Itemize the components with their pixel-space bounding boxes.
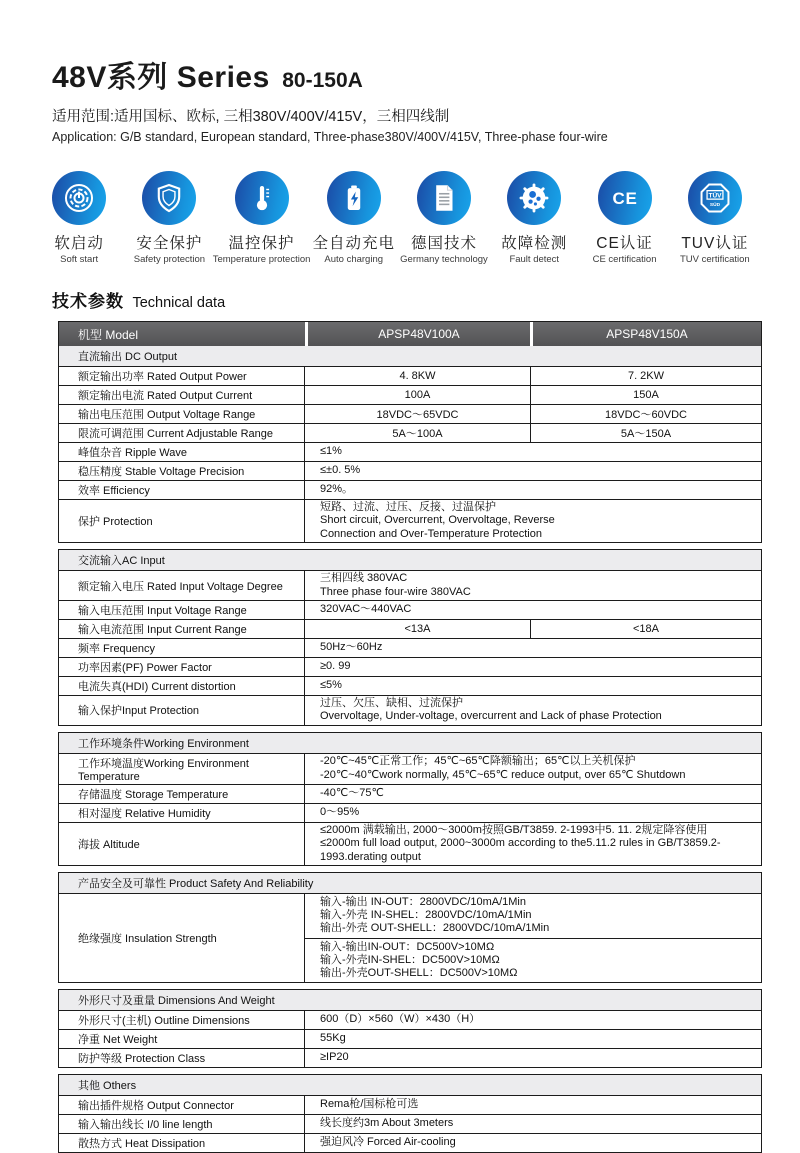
table-row [59, 1095, 761, 1114]
application-subtitle-cn: 适用范围:适用国标、欧标, 三相380V/400V/415V，三相四线制 [52, 109, 450, 125]
feature-temperature [212, 171, 311, 265]
spec-label: 输出电压范围 Output Voltage Range [59, 405, 305, 423]
model-header-label: 机型 Model [59, 322, 305, 346]
feature-safety [124, 171, 214, 265]
spec-label: 净重 Net Weight [59, 1030, 305, 1048]
feature-icon-row [34, 171, 760, 265]
spec-value-line: 三相四线 380VAC [320, 572, 408, 585]
spec-label: 效率 Efficiency [59, 481, 305, 499]
table-product-safety [58, 872, 762, 983]
technical-data-heading-cn: 技术参数 [52, 292, 124, 311]
feature-label-cn: 德国技术 [410, 235, 477, 252]
spec-value: 55Kg [320, 1032, 346, 1045]
feature-label-cn: 软启动 [54, 235, 104, 252]
feature-label-cn: 全自动充电 [312, 235, 395, 252]
spec-label: 工作环境温度Working Environment Temperature [59, 754, 305, 784]
table-dc-output [58, 321, 762, 543]
spec-label: 输入输出线长 I/0 line length [59, 1115, 305, 1133]
spec-value-model2: 5A～150A [530, 424, 761, 442]
table-row [59, 893, 761, 982]
table-working-environment [58, 732, 762, 866]
spec-value: 0～95% [320, 806, 360, 819]
feature-germany-tech [399, 171, 489, 265]
feature-ce [579, 171, 669, 265]
feature-label-cn: 安全保护 [136, 235, 203, 252]
spec-value-line: Connection and Over-Temperature Protection [320, 527, 542, 540]
spec-value-model1: 100A [404, 389, 431, 401]
feature-label-en: Fault detect [509, 254, 560, 265]
feature-label-cn: CE认证 [596, 235, 653, 252]
battery-charging-icon [327, 171, 381, 225]
spec-value-line: -20℃~45℃正常工作；45℃~65℃降额输出；65℃以上关机保护 [320, 755, 636, 768]
spec-value-model2: <18A [530, 620, 761, 638]
feature-label-en: TUV certification [679, 254, 750, 265]
svg-text:CE: CE [612, 188, 638, 208]
spec-value-line: 输入-外壳 IN-SHEL：2800VDC/10mA/1Min [320, 909, 532, 922]
ce-mark-icon [598, 171, 652, 225]
spec-label: 绝缘强度 Insulation Strength [59, 894, 305, 982]
spec-value-line: -20℃~40℃work normally, 45℃~65℃ reduce output, over 65℃ Shutdown [320, 768, 686, 781]
feature-label-en: Temperature protection [212, 254, 311, 265]
feature-label-cn: 故障检测 [501, 235, 568, 252]
thermometer-icon [235, 171, 289, 225]
table-row [59, 695, 761, 725]
spec-value: 50Hz～60Hz [320, 641, 383, 654]
table-row [59, 1133, 761, 1152]
table-row [59, 676, 761, 695]
document-icon [417, 171, 471, 225]
table-row [59, 803, 761, 822]
section-header-dc-output: 直流输出 DC Output [59, 346, 761, 366]
spec-label: 外形尺寸(主机) Outline Dimensions [59, 1011, 305, 1029]
page-title [52, 52, 800, 96]
table-row [59, 1010, 761, 1029]
feature-label-cn: TUV认证 [681, 235, 749, 252]
table-row [59, 1029, 761, 1048]
section-header-ac-input: 交流输入AC Input [59, 550, 761, 570]
table-row [59, 442, 761, 461]
spec-label: 散热方式 Heat Dissipation [59, 1134, 305, 1152]
spec-label: 输出插件规格 Output Connector [59, 1096, 305, 1114]
spec-label: 峰值杂音 Ripple Wave [59, 443, 305, 461]
spec-value: ≥0. 99 [320, 660, 351, 673]
table-row [59, 600, 761, 619]
spec-value: -40℃～75℃ [320, 787, 384, 800]
spec-value-model2: 18VDC～60VDC [530, 405, 761, 423]
spec-value: 600（D）×560（W）×430（H） [320, 1013, 481, 1026]
table-row [59, 461, 761, 480]
spec-value: 强迫风冷 Forced Air-cooling [320, 1136, 456, 1149]
spec-label: 稳压精度 Stable Voltage Precision [59, 462, 305, 480]
feature-label-en: Germany technology [400, 254, 488, 265]
feature-soft-start [34, 171, 124, 265]
table-row [59, 822, 761, 865]
svg-text:SÜD: SÜD [709, 202, 720, 208]
spec-label: 存储温度 Storage Temperature [59, 785, 305, 803]
spec-label: 保护 Protection [59, 500, 305, 542]
spec-value-line: 输入-输出IN-OUT：DC500V>10MΩ [320, 940, 495, 953]
soft-start-icon [52, 171, 106, 225]
spec-value: 线长度约3m About 3meters [320, 1117, 454, 1130]
feature-label-en: Soft start [60, 254, 99, 265]
table-others [58, 1074, 762, 1153]
spec-value-line: 输入-外壳IN-SHEL：DC500V>10MΩ [320, 953, 500, 966]
spec-value-line: 输出-外壳OUT-SHELL：DC500V>10MΩ [320, 967, 518, 979]
spec-value-line: 短路、过流、过压、反接、过温保护 [320, 501, 496, 513]
series-range: 80-150A [282, 69, 363, 92]
spec-value-line: ≤2000m full load output, 2000~3000m according to the5.11.2 rules in GB/T3859.2- [320, 837, 721, 850]
table-row [59, 423, 761, 442]
spec-label: 输入保护Input Protection [59, 696, 305, 725]
insulation-withstand-group [305, 894, 761, 939]
model-header-model2: APSP48V150A [533, 322, 761, 346]
svg-text:TÜV: TÜV [708, 192, 722, 200]
section-header-dimensions-weight: 外形尺寸及重量 Dimensions And Weight [59, 990, 761, 1010]
spec-value: ≤1% [320, 445, 342, 458]
spec-label: 频率 Frequency [59, 639, 305, 657]
shield-icon [142, 171, 196, 225]
spec-value-model1: 5A～100A [392, 428, 443, 440]
spec-value-line: ≤2000m 满载输出, 2000～3000m按照GB/T3859. 2-1993中5. 11. 2规定降容使用 [320, 823, 708, 836]
table-row [59, 480, 761, 499]
section-header-product-safety: 产品安全及可靠性 Product Safety And Reliability [59, 873, 761, 893]
spec-label: 额定输入电压 Rated Input Voltage Degree [59, 571, 305, 600]
spec-value-line: Three phase four-wire 380VAC [320, 585, 471, 598]
spec-label: 限流可调范围 Current Adjustable Range [59, 424, 305, 442]
series-title: 48V系列 Series [52, 61, 270, 94]
feature-label-en: CE certification [592, 254, 657, 265]
table-row [59, 657, 761, 676]
model-header-row [59, 322, 761, 346]
spec-label: 额定输出电流 Rated Output Current [59, 386, 305, 404]
spec-label: 防护等级 Protection Class [59, 1049, 305, 1067]
table-ac-input [58, 549, 762, 726]
application-subtitle-en: Application: G/B standard, European standard, Three-phase380V/400V/415V, Three-phase four-wire [52, 130, 608, 144]
spec-value: Rema枪/国标枪可选 [320, 1098, 419, 1111]
table-row [59, 570, 761, 600]
spec-value-model2: 7. 2KW [530, 367, 761, 385]
spec-label: 海拔 Altitude [59, 823, 305, 865]
table-row [59, 619, 761, 638]
spec-value-model2: 150A [530, 386, 761, 404]
feature-auto-charging [309, 171, 399, 265]
spec-value-model1: <13A [404, 623, 431, 636]
spec-value-line: 输入-输出 IN-OUT：2800VDC/10mA/1Min [320, 896, 526, 909]
spec-value-line: 过压、欠压、缺相、过流保护 [320, 697, 463, 710]
spec-value-line: 1993.derating output [320, 850, 421, 863]
section-header-others: 其他 Others [59, 1075, 761, 1095]
tuv-mark-icon [688, 171, 742, 225]
table-row [59, 1114, 761, 1133]
spec-label: 输入电流范围 Input Current Range [59, 620, 305, 638]
table-row [59, 499, 761, 542]
feature-fault-detect [489, 171, 579, 265]
spec-value: ≥IP20 [320, 1051, 349, 1064]
table-row [59, 638, 761, 657]
spec-value-line: 输出-外壳 OUT-SHELL：2800VDC/10mA/1Min [320, 922, 550, 935]
spec-label: 相对湿度 Relative Humidity [59, 804, 305, 822]
feature-tuv [670, 171, 760, 265]
feature-label-cn: 温控保护 [228, 235, 295, 252]
table-row [59, 1048, 761, 1067]
gear-icon [507, 171, 561, 225]
table-row [59, 385, 761, 404]
feature-label-en: Auto charging [324, 254, 384, 265]
spec-value-model1: 18VDC～65VDC [376, 409, 459, 421]
table-row [59, 404, 761, 423]
page-header [0, 0, 800, 144]
insulation-resistance-group [305, 939, 761, 983]
spec-value: 92%。 [320, 483, 354, 496]
spec-label: 电流失真(HDI) Current distortion [59, 677, 305, 695]
feature-label-en: Safety protection [133, 254, 206, 265]
spec-value: ≤5% [320, 679, 342, 692]
spec-label: 额定输出功率 Rated Output Power [59, 367, 305, 385]
technical-data-heading-en: Technical data [132, 295, 226, 311]
spec-value-model1: 4. 8KW [399, 370, 436, 382]
technical-data-heading [52, 287, 800, 312]
spec-label: 功率因素(PF) Power Factor [59, 658, 305, 676]
table-row [59, 366, 761, 385]
table-dimensions-weight [58, 989, 762, 1068]
spec-tables [58, 321, 762, 1153]
section-header-working-environment: 工作环境条件Working Environment [59, 733, 761, 753]
spec-label: 输入电压范围 Input Voltage Range [59, 601, 305, 619]
table-row [59, 784, 761, 803]
spec-value: 320VAC～440VAC [320, 603, 412, 616]
table-row [59, 753, 761, 784]
spec-value-line: Short circuit, Overcurrent, Overvoltage, Reverse [320, 514, 555, 527]
spec-value-line: Overvoltage, Under-voltage, overcurrent and Lack of phase Protection [320, 710, 662, 723]
spec-value: ≤±0. 5% [320, 464, 361, 477]
model-header-model1: APSP48V100A [308, 322, 530, 346]
